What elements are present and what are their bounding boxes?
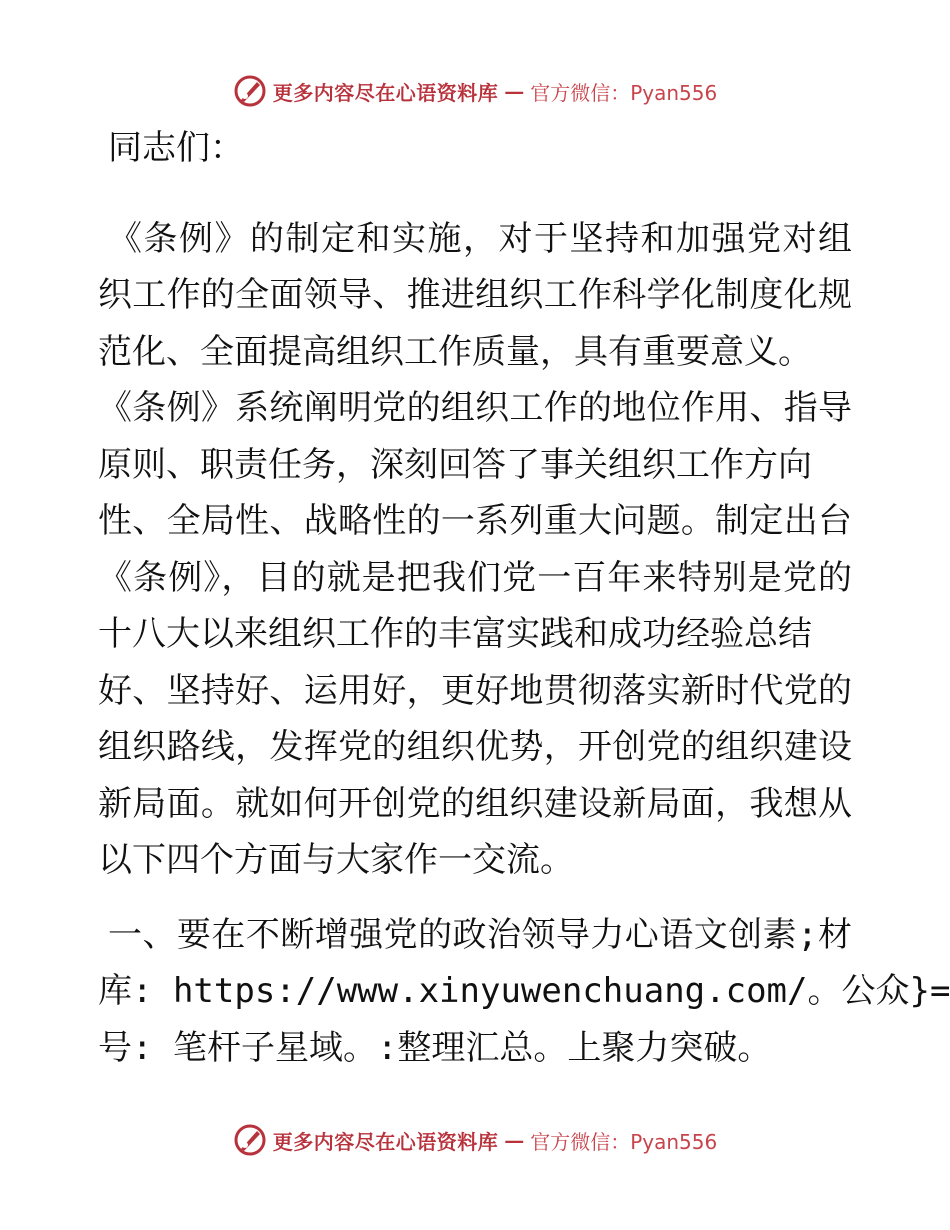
- page-footer-banner: [0, 1123, 950, 1157]
- paragraph-line: 以下四个方面与大家作一交流。: [98, 840, 574, 880]
- header-banner-contact: 官方微信：Pyan556: [530, 80, 718, 105]
- footer-banner-separator: —: [504, 1128, 525, 1152]
- paragraph-line: 《条例》系统阐明党的组织工作的地位作用、指导: [98, 388, 852, 428]
- footer-banner-text: 更多内容尽在心语资料库: [272, 1129, 499, 1154]
- footer-banner-contact: 官方微信：Pyan556: [530, 1129, 718, 1154]
- header-banner-separator: —: [504, 79, 525, 103]
- paragraph-line: 组织路线，发挥党的组织优势，开创党的组织建设: [98, 727, 852, 767]
- paragraph-line: 性、全局性、战略性的一系列重大问题。制定出台: [98, 501, 852, 541]
- paragraph-line: 《条例》，目的就是把我们党一百年来特别是党的: [98, 557, 852, 598]
- header-banner-text: 更多内容尽在心语资料库: [272, 80, 499, 105]
- paragraph-line: 十八大以来组织工作的丰富实践和成功经验总结: [98, 614, 812, 654]
- paragraph-line: 范化、全面提高组织工作质量，具有重要意义。: [98, 331, 812, 372]
- document-body: [98, 120, 950, 1076]
- paragraph-line: 原则、职责任务，深刻回答了事关组织工作方向: [98, 444, 812, 485]
- salutation: 同志们：: [108, 128, 244, 168]
- quill-logo-icon: [233, 1123, 267, 1157]
- paragraph-line: 织工作的全面领导、推进组织工作科学化制度化规: [98, 275, 852, 315]
- page-header-banner: [0, 74, 950, 108]
- paragraph-line: 好、坚持好、运用好，更好地贯彻落实新时代党的: [98, 670, 852, 711]
- section-heading-line: 一、要在不断增强党的政治领导力心语文创素;材: [108, 914, 852, 955]
- quill-logo-icon: [233, 74, 267, 108]
- section-1: [98, 907, 950, 1077]
- paragraph-1: [98, 211, 852, 889]
- section-line: 库: https://www.xinyuwenchuang.com/。公众}=: [98, 971, 950, 1011]
- paragraph-line: 新局面。就如何开创党的组织建设新局面，我想从: [98, 783, 852, 824]
- paragraph-line: 《条例》的制定和实施，对于坚持和加强党对组: [108, 218, 852, 259]
- section-line: 号: 笔杆子星域。:整理汇总。上聚力突破。: [98, 1027, 772, 1068]
